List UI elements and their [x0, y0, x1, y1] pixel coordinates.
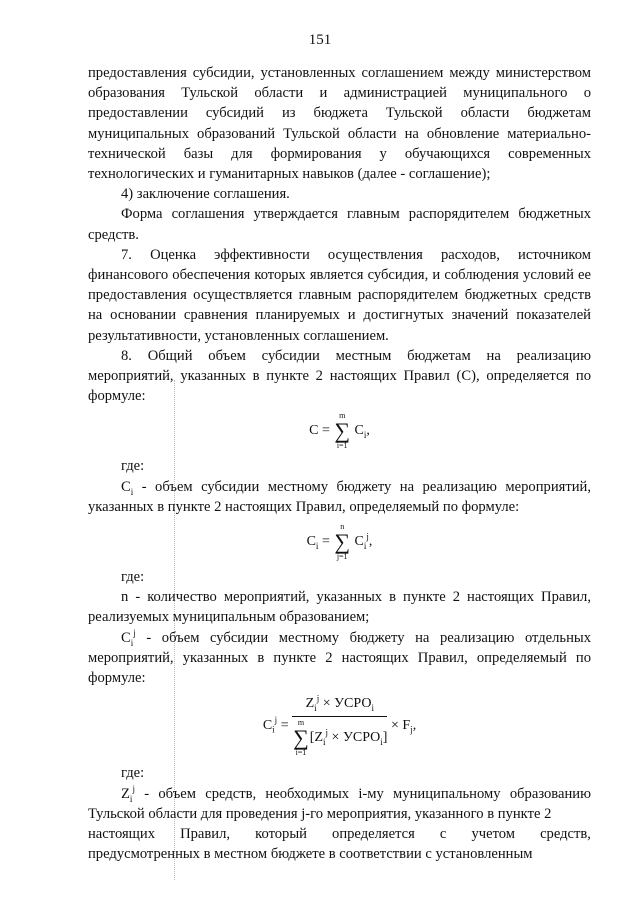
- paragraph-n-definition: n - количество мероприятий, указанных в пункте 2 настоящих Правил, реализуемых муниципальным образованием;: [88, 589, 591, 626]
- fraction-denominator: m ∑ i=1 [$Z_i^j$ × $УСРО_i$]: [293, 718, 388, 758]
- paragraph-conclusion: 4) заключение соглашения.: [121, 186, 290, 203]
- where-label-2: где:: [121, 569, 145, 586]
- paragraph-zij-definition: $Z_i^j$ - объем средств, необходимых i-му муниципальному образованию Тульской области для проведения j-го мероприятия, указанного в пункте 2: [88, 783, 591, 822]
- sum-symbol: m ∑ i=1: [293, 718, 309, 758]
- paragraph-agreement-conditions: предоставления субсидии, установленных соглашением между министерством образования Тульской области и администрацией муниципального о предоставлении субсидий из бюджета Тульской области бюджетам муниципальных образований Тульской области на обновление материально-технической базы для формирования у обучающихся современных технологических и гуманитарных навыков (далее - соглашение);: [88, 65, 591, 183]
- paragraph-agreement-form: Форма соглашения утверждается главным распорядителем бюджетных средств.: [88, 206, 591, 243]
- page-number: 151: [308, 32, 332, 48]
- fraction-numerator: $Z_i^j$ × $УСРО_i$: [292, 694, 387, 717]
- where-label-1: где:: [121, 458, 145, 475]
- formula-ci: $C_i$ = n ∑ j=1 $C_i^j$,: [306, 522, 373, 562]
- fraction: [292, 694, 387, 757]
- paragraph-efficiency: 7. Оценка эффективности осуществления расходов, источником финансового обеспечения которых является субсидия, и соблюдения условий ее предоставления осуществляется главным распорядителем бюджетных средств на основании сравнения планируемых и достигнутых значений показателей результативности, установленных соглашением.: [88, 246, 591, 344]
- document-body: [88, 63, 591, 865]
- sum-symbol: n ∑ j=1: [334, 522, 351, 562]
- where-label-3: где:: [121, 765, 145, 782]
- paragraph-zij-line: настоящих Правил, который определяется с учетом средств,: [88, 826, 591, 843]
- paragraph-ci-definition: $C_i$ - объем субсидии местному бюджету на реализацию мероприятий, указанных в пункте 2 настоящих Правил, определяемый по формуле:: [88, 478, 591, 515]
- sum-symbol: m ∑ i=1: [334, 411, 351, 451]
- paragraph-zij-continuation: предусмотренных в местном бюджете в соответствии с установленным: [88, 846, 533, 863]
- paragraph-cij-definition: $C_i^j$ - объем субсидии местному бюджету на реализацию отдельных мероприятий, указанных в пункте 2 настоящих Правил, определяемый по формуле:: [88, 627, 591, 687]
- formula-total-subsidy: C = m ∑ i=1 $C_i$,: [309, 411, 370, 451]
- paragraph-total-subsidy: 8. Общий объем субсидии местным бюджетам на реализацию мероприятий, указанных в пункте 2 настоящих Правил (С), определяется по формуле:: [88, 347, 591, 405]
- formula-cij: $C_i^j$ = $Z_i^j$ × $УСРО_i$ m ∑ i=1 [$Z_i^j$ × $УСРО_i$] × $F_j$,: [262, 693, 417, 758]
